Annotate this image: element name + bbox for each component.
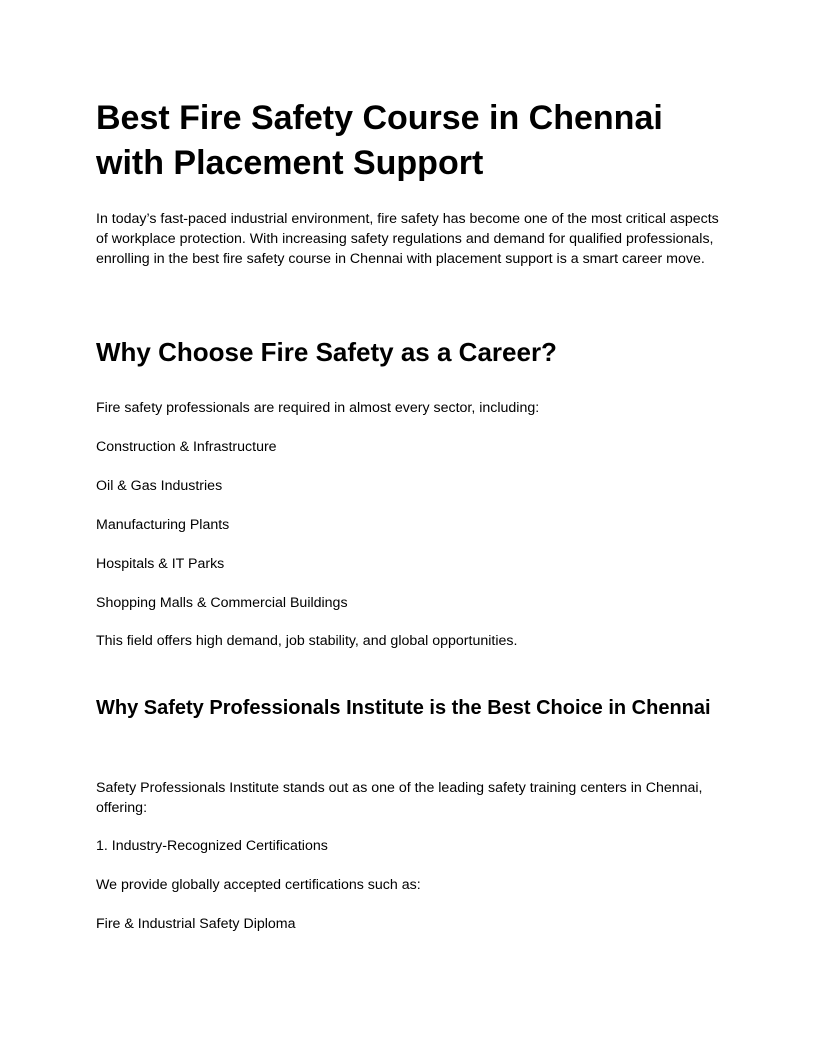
document-title: Best Fire Safety Course in Chennai with Placement Support [96,99,663,182]
intro-paragraph: In today’s fast-paced industrial environment, fire safety has become one of the most critical aspects of workplace protection. With increasing safety regulations and demand for qualified professionals, enrolling in the best fire safety course in Chennai with placement support is a smart career move. [96,211,719,267]
certifications-lead: We provide globally accepted certifications such as: [96,877,421,893]
institute-section-lead: Safety Professionals Institute stands out as one of the leading safety training centers in Chennai, offering: [96,780,703,816]
sector-item: Construction & Infrastructure [96,439,277,455]
career-section-closing: This field offers high demand, job stability, and global opportunities. [96,633,518,649]
career-section-lead: Fire safety professionals are required in almost every sector, including: [96,400,540,416]
career-section-heading: Why Choose Fire Safety as a Career? [96,337,557,367]
sector-item: Shopping Malls & Commercial Buildings [96,595,348,611]
institute-section-heading: Why Safety Professionals Institute is the Best Choice in Chennai [96,697,711,719]
certification-item: Fire & Industrial Safety Diploma [96,916,296,932]
point-heading: 1. Industry-Recognized Certifications [96,838,328,854]
sector-item: Oil & Gas Industries [96,478,223,494]
sector-item: Hospitals & IT Parks [96,556,225,572]
sector-item: Manufacturing Plants [96,517,230,533]
